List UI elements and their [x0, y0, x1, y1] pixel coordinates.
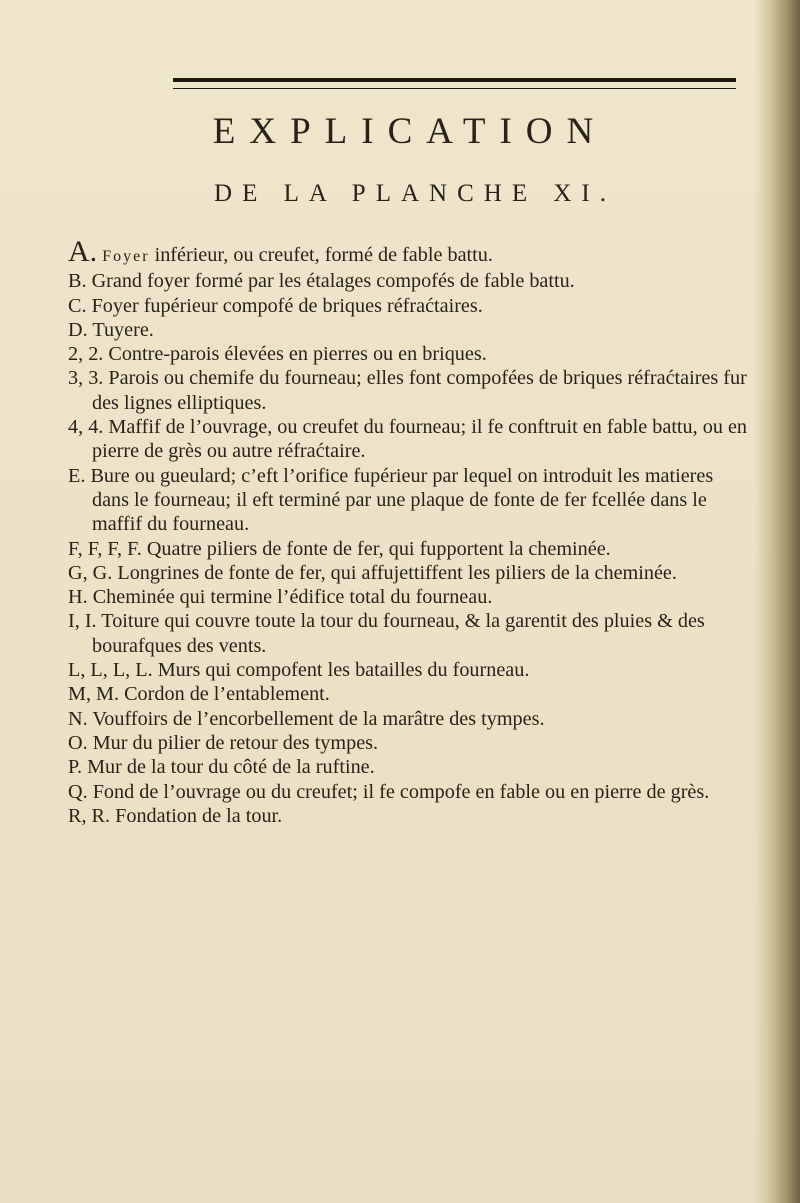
entry-text: Quatre piliers de fonte de fer, qui fupportent la cheminée.: [141, 537, 611, 560]
legend-entry: [68, 609, 748, 658]
entry-text: Vouffoirs de l’encorbellement de la marâtre des tympes.: [87, 707, 545, 730]
entry-key: L, L, L, L.: [68, 659, 153, 682]
entry-key: N.: [68, 707, 88, 730]
page-title: EXPLICATION: [212, 111, 608, 152]
legend-entry: [68, 318, 748, 342]
entry-text: Mur de la tour du côté de la ruftine.: [82, 756, 375, 779]
page-subtitle: DE LA PLANCHE XI.: [214, 180, 616, 207]
entry-key: F, F, F, F.: [68, 537, 142, 560]
entry-key: I, I.: [68, 610, 97, 633]
legend-entry: [68, 366, 748, 415]
legend-entry: [68, 682, 748, 706]
entry-key: Q.: [68, 780, 88, 803]
header-rule-thin: [173, 88, 736, 89]
entry-lead: Foyer: [102, 248, 150, 265]
legend-entry: [68, 804, 748, 828]
legend-entry: [68, 561, 748, 585]
legend-entry: [68, 464, 748, 537]
entry-text: Foyer fupérieur compofé de briques réfraćtaires.: [86, 294, 483, 317]
entry-key: 2, 2.: [68, 343, 104, 366]
entry-text: Cheminée qui termine l’édifice total du fourneau.: [87, 586, 493, 609]
entry-key: H.: [68, 586, 88, 609]
entry-text: Longrines de fonte de fer, qui affujettiffent les piliers de la cheminée.: [112, 561, 677, 584]
legend-entry: [68, 294, 748, 318]
entry-key: G, G.: [68, 561, 113, 584]
entry-text: Fond de l’ouvrage ou du creufet; il fe compofe en fable ou en pierre de grès.: [87, 780, 710, 803]
entry-text: Contre-parois élevées en pierres ou en briques.: [103, 343, 487, 366]
entry-key: E.: [68, 464, 86, 487]
entry-text: Bure ou gueulard; c’eft l’orifice fupérieur par lequel on introduit les matieres dans le fourneau; il eft terminé par une plaque de fonte de fer fcellée dans le maffif du fourneau.: [85, 464, 714, 536]
legend-entry: [68, 269, 748, 293]
entry-text: Toiture qui couvre toute la tour du fourneau, & la garentit des pluies & des bourafques des vents.: [92, 610, 705, 657]
legend-entry: [68, 658, 748, 682]
entry-key: 3, 3.: [68, 367, 104, 390]
entry-text: Grand foyer formé par les étalages compofés de fable battu.: [86, 270, 575, 293]
legend-entry: [68, 235, 748, 269]
entry-key: C.: [68, 294, 87, 317]
entry-text: inférieur, ou creufet, formé de fable battu.: [149, 244, 493, 266]
entry-key: A.: [68, 235, 98, 268]
entry-text: Mur du pilier de retour des tympes.: [87, 731, 379, 754]
legend-entry: [68, 537, 748, 561]
entry-key: M, M.: [68, 683, 120, 706]
entry-key: D.: [68, 318, 88, 341]
legend-entry: [68, 731, 748, 755]
entry-key: O.: [68, 731, 88, 754]
legend-entry: [68, 585, 748, 609]
legend-entry: [68, 780, 748, 804]
header-rule-thick: [173, 78, 736, 82]
entry-text: Parois ou chemife du fourneau; elles font compofées de briques réfraćtaires fur des lignes elliptiques.: [92, 367, 747, 414]
entry-key: R, R.: [68, 804, 111, 827]
entry-text: Maffif de l’ouvrage, ou creufet du fourneau; il fe conftruit en fable battu, ou en pierre de grès ou autre réfraćtaire.: [92, 416, 748, 463]
entry-key: P.: [68, 756, 83, 779]
entry-key: B.: [68, 270, 87, 293]
entry-text: Murs qui compofent les batailles du fourneau.: [152, 659, 530, 682]
entry-key: 4, 4.: [68, 416, 104, 439]
entry-text: Cordon de l’entablement.: [119, 683, 330, 706]
legend-entry: [68, 342, 748, 366]
legend-entry: [68, 707, 748, 731]
legend-entry: [68, 415, 748, 464]
legend-list: [68, 235, 748, 828]
entry-text: Tuyere.: [87, 318, 154, 341]
entry-text: Fondation de la tour.: [110, 804, 283, 827]
legend-entry: [68, 755, 748, 779]
